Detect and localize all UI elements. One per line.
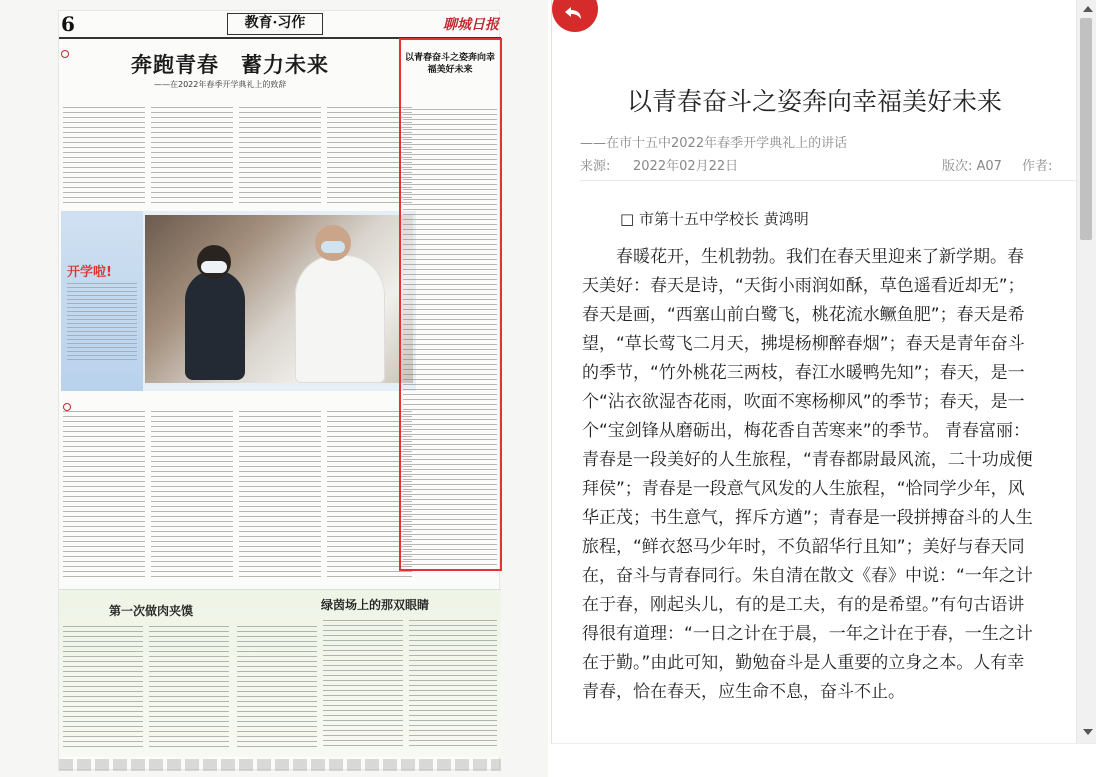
article-title: 以青春奋斗之姿奔向幸福美好未来 <box>626 87 1002 116</box>
column-tag-icon <box>61 50 69 58</box>
page-number: 6 <box>61 12 75 36</box>
selected-article-title[interactable]: 以青春奋斗之姿奔向幸福美好未来 <box>404 53 495 75</box>
source-label: 来源: <box>580 159 611 174</box>
left-article-subheadline: ——在2022年春季开学典礼上的致辞 <box>154 80 287 89</box>
article-body: 春暖花开，生机勃勃。我们在春天里迎来了新学期。春天美好：春天是诗，“天街小雨润如酥，草色遥看近却无”；春天是画，“西塞山前白鹭飞，桃花流水鳜鱼肥”；春天是希望，“草长莺飞二月天，拂堤杨柳醉春烟”；春天是青年奋斗的季节，“竹外桃花三两枝，春江水暖鸭先知”；春天，是一个“沾衣欲湿杏花雨，吹面不寒杨柳风”的季节；春天，是一个“宝剑锋从磨砺出，梅花香自苦寒来”的季节。 青春富丽：青春是一段美好的人生旅程，“青春都尉最风流，二十功成便拜侯”；青春是一段意气风发的人生旅程，“恰同学少年，风华正茂；书生意气，挥斥方遒”；青春是一段拼搏奋斗的人生旅程，“鲜衣怒马少年时，不负韶华行且知”；美好与春天同在，奋斗与青春同行。朱自清在散文《春》中说：“一年之计在于春，刚起头儿，有的是工夫，有的是希望。”有句古语讲得很有道理：“一日之计在于晨，一年之计在于春，一生之计在于勤。”由此可知，勤勉奋斗是人重要的立身之本。人有幸青春，恰在春天，应生命不息，奋斗不止。 <box>582 247 1033 702</box>
author-label: 作者: <box>1022 159 1053 174</box>
article-meta <box>580 155 1072 177</box>
open-banner: 开学啦! <box>67 265 112 280</box>
scrollbar[interactable] <box>1076 0 1096 743</box>
text-column <box>323 620 403 748</box>
bottom-article-title-2[interactable]: 绿茵场上的那双眼睛 <box>321 598 430 612</box>
text-column <box>151 107 233 207</box>
divider <box>580 180 1076 181</box>
text-column <box>409 620 497 748</box>
chevron-up-icon[interactable] <box>1083 6 1093 12</box>
text-column <box>237 626 317 748</box>
page-footer <box>59 759 501 771</box>
column-tag <box>61 43 71 62</box>
article-author: □ 市第十五中学校长 黄鸿明 <box>620 210 809 228</box>
photo-caption-panel <box>61 211 143 391</box>
text-column <box>239 107 321 207</box>
photo-image <box>145 215 413 383</box>
article-subtitle: ——在市十五中2022年春季开学典礼上的讲话 <box>580 136 848 151</box>
publish-date: 2022年02月22日 <box>633 159 739 174</box>
edition-label: 版次: A07 <box>942 159 1002 174</box>
text-column <box>63 626 143 748</box>
back-arrow-icon <box>564 6 586 22</box>
article-panel <box>551 0 1076 743</box>
left-article-headline[interactable]: 奔跑青春 蓄力未来 <box>131 52 329 77</box>
text-column <box>149 626 229 748</box>
bottom-article-title-1[interactable]: 第一次做肉夹馍 <box>109 604 194 618</box>
masthead-logo: 聊城日报 <box>443 17 499 33</box>
text-column[interactable] <box>63 411 145 579</box>
selected-article-highlight[interactable] <box>399 38 502 571</box>
newspaper-header <box>59 11 501 39</box>
column-tag-icon <box>63 403 71 411</box>
text-column[interactable] <box>151 411 233 579</box>
scrollbar-thumb[interactable] <box>1080 18 1092 240</box>
chevron-down-icon[interactable] <box>1083 729 1093 735</box>
text-column <box>63 107 145 207</box>
caption-text <box>67 283 137 363</box>
bottom-bar <box>551 743 1096 777</box>
section-label: 教育·习作 <box>227 13 323 35</box>
news-photo[interactable] <box>61 211 416 391</box>
text-column[interactable] <box>239 411 321 579</box>
bottom-articles <box>59 589 501 757</box>
